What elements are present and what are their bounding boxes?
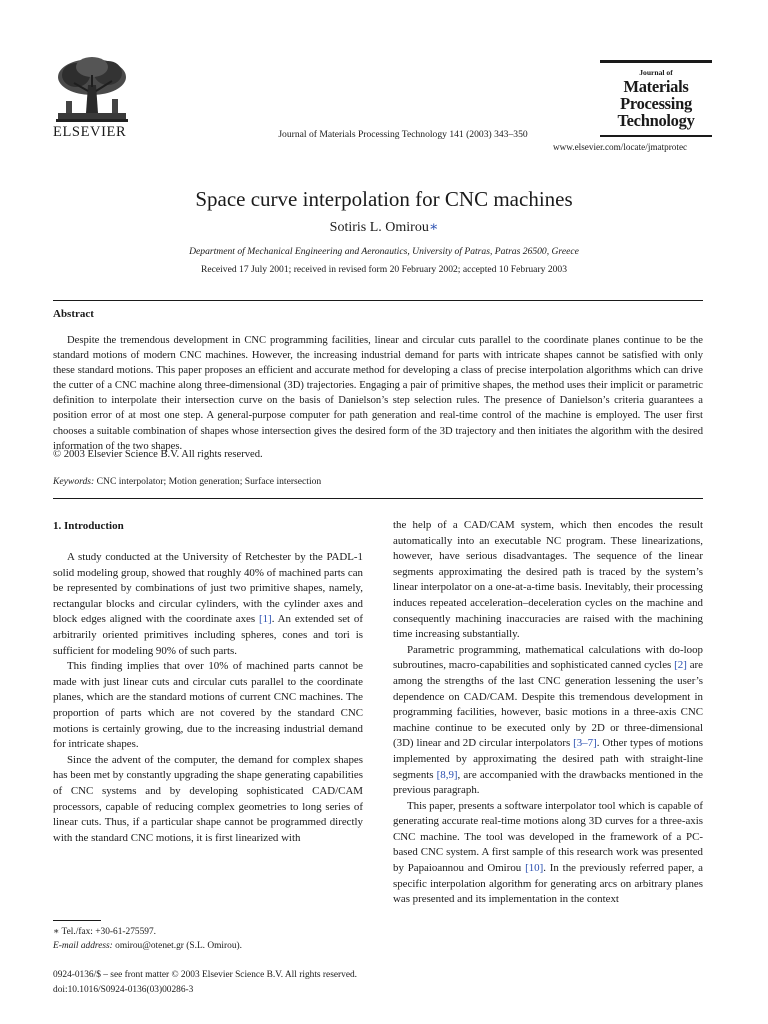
issn-line: 0924-0136/$ – see front matter © 2003 Elsevier Science B.V. All rights reserved. — [53, 970, 358, 980]
paragraph: This finding implies that over 10% of machined parts cannot be made with just linear cuts and circular cuts parallel to the coordinate planes, which are the standard motions of current CNC machines. The proportion of parts which are not covered by the standard CNC motions is certainly growing, due to the increasing industrial demand for intricate shapes. — [53, 660, 363, 751]
author-line — [0, 219, 768, 236]
email-address[interactable]: omirou@otenet.gr (S.L. Omirou). — [112, 941, 242, 951]
email-label: E-mail address: — [53, 941, 113, 951]
affiliation: Department of Mechanical Engineering and Aeronautics, University of Patras, Patras 26500, Greece — [189, 246, 579, 257]
citation-link[interactable]: [3–7] — [573, 737, 597, 750]
keywords-line — [53, 476, 321, 487]
paragraph: A study conducted at the University of Retchester by the PADL-1 solid modeling group, showed that roughly 40% of machined parts can be represented by combinations of just two primitive shapes, namely, rectangular blocks and circular cylinders, with the cylinder axes and block edges aligned with the coordinate axes [1]. An extended set of arbitrarily oriented primitives including spheres, cones and tori is sufficient for modeling 90% of such parts. — [53, 551, 363, 657]
rule-top — [53, 300, 703, 301]
keywords-text: CNC interpolator; Motion generation; Surface intersection — [96, 476, 322, 487]
paragraph: Parametric programming, mathematical calculations with do-loop subroutines, macro-capabilities and sophisticated canned cycles [2] are among the strengths of the last CNC generation lessening the user’s dependence on CAD/CAM. Despite this tremendous development in programming facilities, however, basic motions in a three-axis CNC machine continue to be executed only by 2D or three-dimensional (3D) linear and 2D circular interpolators [3–7]. Other types of motions implemented by approximating the desired path with straight-line segments [8,9], are accompanied with the drawbacks mentioned in the previous paragraph. — [393, 643, 703, 797]
footnote — [53, 925, 242, 953]
footnote-tel: ∗ Tel./fax: +30-61-275597. — [53, 927, 157, 937]
publisher-name: ELSEVIER — [53, 124, 127, 140]
citation-link[interactable]: [1] — [258, 613, 272, 626]
elsevier-tree-logo — [52, 55, 132, 125]
author-footnote-mark[interactable]: ∗ — [428, 220, 439, 235]
paragraph: the help of a CAD/CAM system, which then encodes the result automatically into an executable NC program. These linearizations, however, have serious disadvantages. The sequence of the linear segments approximating the desired path is traced by the system’s linear interpolator on a one-at-a-time basis. Inevitably, their processing induces repeated acceleration–deceleration cycles on the machine and consequently machining inaccuracies are raised with the machining time increasing substantially. — [393, 519, 703, 641]
abstract-text: Despite the tremendous development in CNC programming facilities, linear and circular cuts parallel to the coordinate planes continue to be the standard motions of modern CNC machines. However, the increasing industrial demand for parts with intricate shapes cannot be satisfied with only these standard motions. This paper proposes an efficient and accurate method for developing a class of precise interpolation algorithms which can drive the cutter of a CNC machine along three-dimensional (3D) trajectories. Engaging a pair of primitive shapes, the method uses their implicit or parametric definition to interpolate their intersection curve on the basis of Danielson’s step selection rules. The presence of Danielson’s criteria guarantees a position error of at most one step. A general-purpose computer for path generation and real-time control of the machine is employed. The user first chooses a suitable combination of shapes whose intersection gives the desired form of the 3D trajectory and then initiates the algorithm with the desired information of the two shapes. — [53, 335, 703, 452]
author-name: Sotiris L. Omirou — [329, 220, 429, 235]
paper-title: Space curve interpolation for CNC machines — [195, 187, 573, 211]
body-column-left — [53, 550, 363, 846]
section-heading-introduction: 1. Introduction — [53, 520, 124, 532]
abstract-copyright: © 2003 Elsevier Science B.V. All rights reserved. — [53, 449, 263, 460]
citation-link[interactable]: [10] — [525, 862, 544, 875]
journal-name: Materials Processing Technology — [617, 77, 695, 130]
front-matter — [53, 968, 357, 997]
journal-url-link[interactable]: www.elsevier.com/locate/jmatprotec — [553, 142, 688, 152]
doi-line[interactable]: doi:10.1016/S0924-0136(03)00286-3 — [53, 984, 194, 995]
footnote-rule — [53, 920, 101, 921]
citation-link[interactable]: [2] — [674, 659, 687, 672]
journal-logo — [600, 60, 712, 137]
footnote-email-line — [53, 939, 242, 953]
received-dates: Received 17 July 2001; received in revised form 20 February 2002; accepted 10 February 2003 — [200, 264, 568, 275]
body-column-right — [393, 518, 703, 908]
journal-citation: Journal of Materials Processing Technology 141 (2003) 343–350 — [278, 129, 528, 140]
journal-of-label: Journal of — [639, 68, 673, 77]
paragraph: This paper, presents a software interpolator tool which is capable of generating accurate real-time motions along 3D curves for a three-axis CNC machine. The tool was developed in the framework of a PC-based CNC system. A first sample of this research work was presented by Papaioannou and Omirou [10]. In the previously referred paper, a specific interpolation algorithm for generating arcs on arbitrary planes was presented and its implementation in the context — [393, 799, 704, 906]
citation-link[interactable]: [8,9] — [436, 768, 458, 781]
paragraph: Since the advent of the computer, the demand for complex shapes has been met by constantly upgrading the shape generating capabilities of CNC systems and by developing sophisticated CAD/CAM processors, capable of reducing complex geometries to long series of linear cuts. Thus, if a particular shape cannot be programmed directly with the standard CNC motions, it is first linearized with — [53, 753, 363, 844]
rule-bottom — [53, 498, 703, 499]
abstract-heading: Abstract — [53, 308, 94, 320]
keywords-label: Keywords: — [53, 476, 95, 487]
